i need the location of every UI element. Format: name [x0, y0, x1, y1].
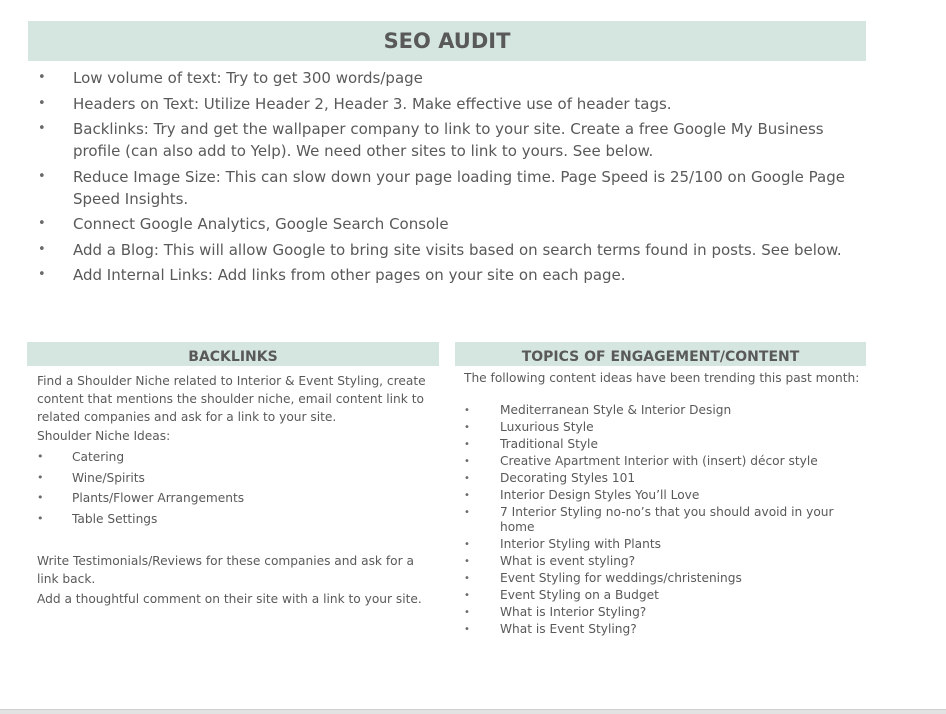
list-item: • Table Settings — [37, 512, 158, 527]
list-item: • Plants/Flower Arrangements — [37, 491, 245, 506]
list-item: • Low volume of text: Try to get 300 words/page — [38, 69, 423, 87]
list-item: • What is Event Styling? — [464, 622, 637, 636]
audit-list — [38, 67, 858, 290]
topics-title: TOPICS OF ENGAGEMENT/CONTENT — [521, 349, 800, 365]
backlinks-title: BACKLINKS — [188, 349, 278, 365]
list-item: • Event Styling for weddings/christenings — [464, 571, 742, 585]
testimonials-text: Write Testimonials/Reviews for these companies and ask for a link back. — [37, 554, 414, 586]
list-item: • Connect Google Analytics, Google Search Console — [38, 215, 449, 233]
bullet-icon: • — [37, 450, 44, 463]
bullet-icon: • — [464, 439, 470, 450]
list-item: • Interior Styling with Plants — [464, 537, 661, 551]
bullet-icon: • — [464, 539, 470, 550]
backlinks-intro: Find a Shoulder Niche related to Interior & Event Styling, create content that mentions the shoulder niche, email content link to related companies and ask for a link to your site. — [37, 374, 426, 424]
list-item: • Headers on Text: Utilize Header 2, Header 3. Make effective use of header tags. — [38, 94, 672, 113]
bullet-icon: • — [464, 607, 470, 618]
list-item: • What is Interior Styling? — [464, 605, 647, 619]
bullet-icon: • — [464, 556, 470, 567]
bullet-icon: • — [464, 624, 470, 635]
backlinks-header — [27, 342, 439, 366]
bullet-icon: • — [38, 95, 46, 111]
bullet-icon: • — [464, 573, 470, 584]
page-bottom-divider — [0, 709, 946, 714]
bullet-icon: • — [464, 490, 470, 501]
bullet-icon: • — [38, 70, 46, 85]
list-item: • Backlinks: Try and get the wallpaper company to link to your site. Create a free Google My Business profile (can also add to Yelp). We need other sites to link to yours. See below. — [38, 120, 824, 160]
list-item: • Creative Apartment Interior with (insert) décor style — [464, 454, 818, 468]
bullet-icon: • — [464, 456, 470, 467]
list-item: • What is event styling? — [464, 554, 636, 568]
list-item: • Event Styling on a Budget — [464, 588, 659, 602]
list-item: • Mediterranean Style & Interior Design — [464, 403, 732, 417]
bullet-icon: • — [37, 491, 44, 505]
topics-header — [455, 342, 866, 366]
shoulder-niche-label: Shoulder Niche Ideas: — [37, 429, 171, 443]
list-item: • Add Internal Links: Add links from other pages on your site on each page. — [38, 266, 626, 284]
bullet-icon: • — [38, 216, 46, 231]
list-item: • 7 Interior Styling no-no’s that you should avoid in your home — [464, 505, 834, 534]
page-title: SEO AUDIT — [383, 29, 511, 53]
list-item: • Reduce Image Size: This can slow down your page loading time. Page Speed is 25/100 on Google Page Speed Insights. — [38, 167, 845, 208]
list-item: • Add a Blog: This will allow Google to bring site visits based on search terms found in posts. See below. — [38, 240, 842, 259]
list-item: • Decorating Styles 101 — [464, 471, 636, 485]
list-item: • Traditional Style — [464, 437, 598, 451]
bullet-icon: • — [464, 507, 470, 518]
comment-text: Add a thoughtful comment on their site with a link to your site. — [37, 592, 422, 606]
seo-audit-header — [28, 21, 866, 61]
list-item: • Wine/Spirits — [37, 470, 145, 485]
shoulder-niche-list — [37, 448, 432, 531]
bullet-icon: • — [37, 470, 44, 484]
topics-list — [464, 403, 834, 639]
list-item: • Interior Design Styles You’ll Love — [464, 488, 700, 502]
bullet-icon: • — [464, 473, 470, 484]
bullet-icon: • — [464, 422, 470, 433]
bullet-icon: • — [464, 590, 470, 601]
bullet-icon: • — [37, 512, 44, 526]
topics-intro: The following content ideas have been trending this past month: — [464, 371, 860, 385]
bullet-icon: • — [38, 267, 46, 282]
bullet-icon: • — [38, 168, 46, 184]
bullet-icon: • — [38, 241, 46, 257]
bullet-icon: • — [38, 121, 46, 136]
list-item: • Catering — [37, 450, 125, 464]
list-item: • Luxurious Style — [464, 420, 594, 434]
bullet-icon: • — [464, 405, 470, 416]
